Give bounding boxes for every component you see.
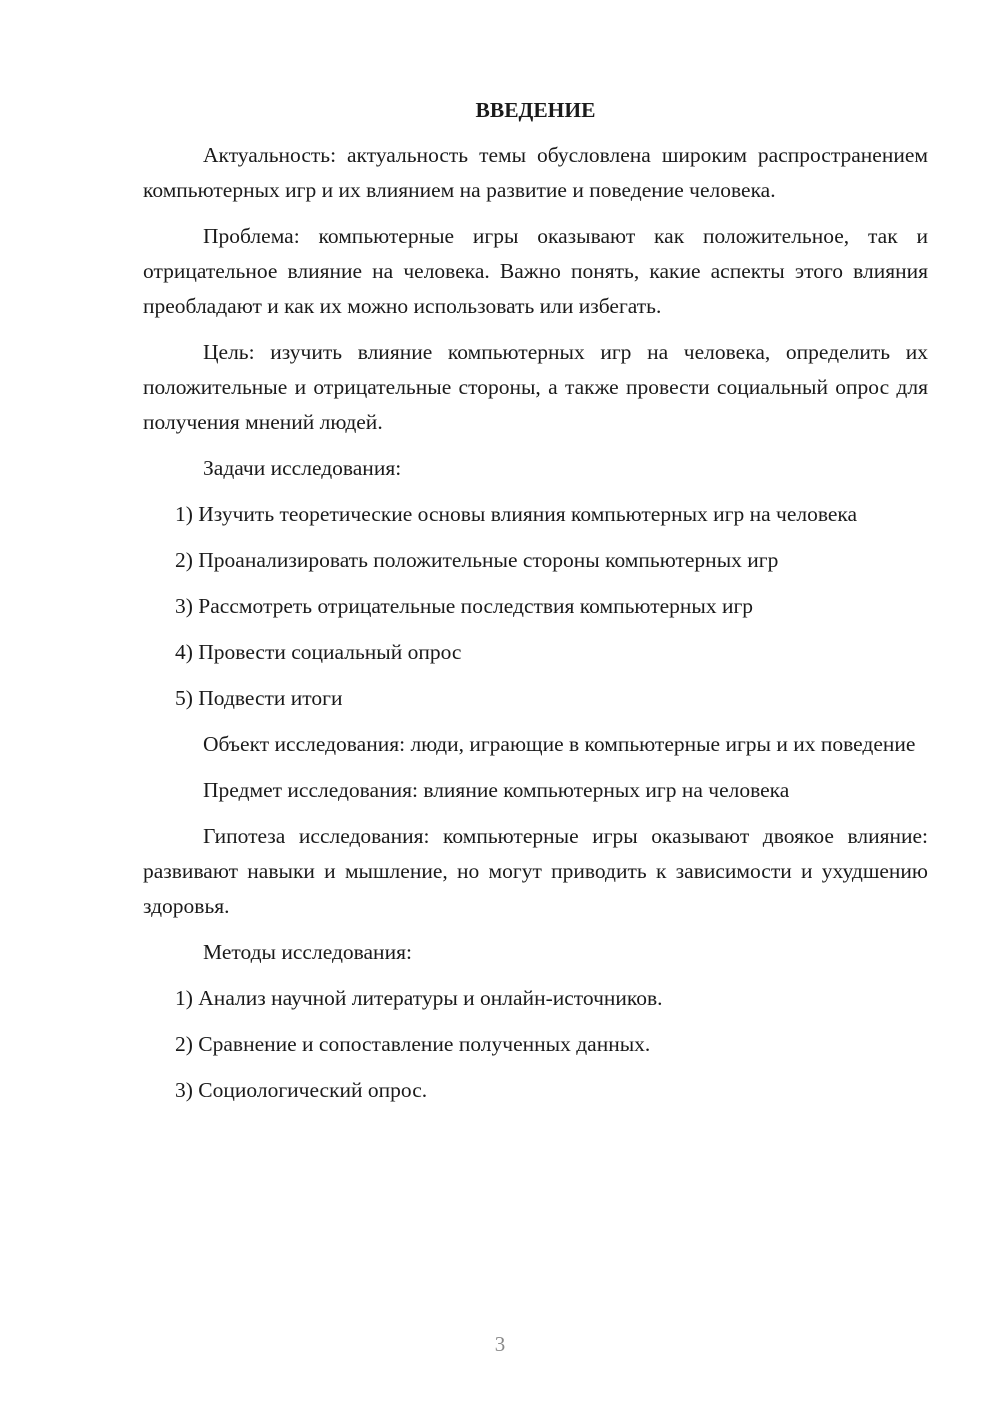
- goal-paragraph: Цель: изучить влияние компьютерных игр на человека, определить их положительные и отрицательные стороны, а также провести социальный опрос для получения мнений людей.: [143, 340, 928, 434]
- tasks-heading: Задачи исследования:: [203, 456, 402, 480]
- page-number: 3: [494, 1332, 506, 1356]
- task-item-3: 3) Рассмотреть отрицательные последствия компьютерных игр: [175, 594, 754, 618]
- hypothesis-paragraph: Гипотеза исследования: компьютерные игры оказывают двоякое влияние: развивают навыки и мышление, но могут приводить к зависимости и ухудшению здоровья.: [143, 824, 928, 918]
- method-item-3: 3) Социологический опрос.: [175, 1078, 428, 1102]
- subject-paragraph: Предмет исследования: влияние компьютерных игр на человека: [203, 778, 790, 802]
- task-item-4: 4) Провести социальный опрос: [175, 640, 462, 664]
- method-item-2: 2) Сравнение и сопоставление полученных данных.: [175, 1032, 651, 1056]
- document-body: [143, 138, 928, 1108]
- object-paragraph: Объект исследования: люди, играющие в компьютерные игры и их поведение: [203, 732, 916, 756]
- task-item-5: 5) Подвести итоги: [175, 686, 343, 710]
- relevance-paragraph: Актуальность: актуальность темы обусловлена широким распространением компьютерных игр и их влиянием на развитие и поведение человека.: [143, 143, 928, 202]
- method-item-1: 1) Анализ научной литературы и онлайн-источников.: [175, 986, 663, 1010]
- methods-heading: Методы исследования:: [203, 940, 412, 964]
- task-item-2: 2) Проанализировать положительные стороны компьютерных игр: [175, 548, 779, 572]
- task-item-1: 1) Изучить теоретические основы влияния компьютерных игр на человека: [175, 502, 858, 526]
- problem-paragraph: Проблема: компьютерные игры оказывают как положительное, так и отрицательное влияние на человека. Важно понять, какие аспекты этого влияния преобладают и как их можно использовать или избегать.: [143, 224, 928, 318]
- document-page: [143, 92, 928, 1119]
- page-title: ВВЕДЕНИЕ: [475, 98, 596, 122]
